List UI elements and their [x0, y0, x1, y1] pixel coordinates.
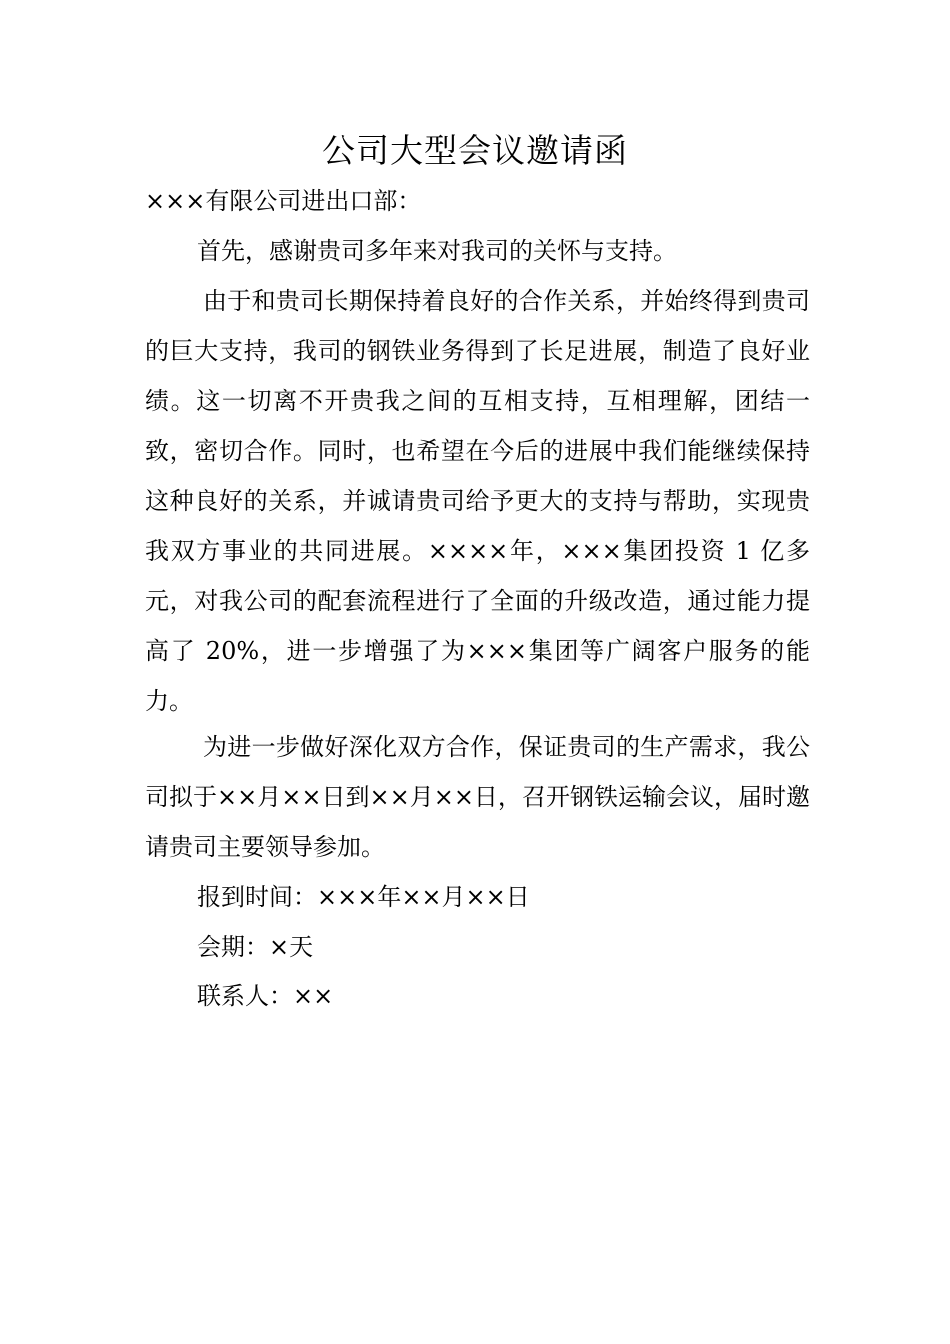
paragraph-thanks: 首先，感谢贵司多年来对我司的关怀与支持。 [197, 237, 677, 265]
salutation: ×××有限公司进出口部： [145, 187, 422, 215]
contact-person: 联系人：×× [197, 982, 334, 1010]
document-title: 公司大型会议邀请函 [322, 131, 628, 170]
paragraph-cooperation: 由于和贵司长期保持着良好的合作关系，并始终得到贵司的巨大支持，我司的钢铁业务得到了长足进展，制造了良好业绩。这一切离不开贵我之间的互相支持，互相理解，团结一致，密切合作。同时，也希望在今后的进展中我们能继续保持这种良好的关系，并诚请贵司给予更大的支持与帮助，实现贵我双方事业的共同进展。××××年，×××集团投资 1 亿多元，对我公司的配套流程进行了全面的升级改造，通过能力提高了 20%，进一步增强了为×××集团等广阔客户服务的能力。 [145, 287, 810, 715]
report-time: 报到时间：×××年××月××日 [197, 883, 530, 911]
meeting-duration: 会期：×天 [197, 933, 314, 961]
paragraph-invitation: 为进一步做好深化双方合作，保证贵司的生产需求，我公司拟于××月××日到××月××日，召开钢铁运输会议，届时邀请贵司主要领导参加。 [145, 733, 810, 861]
